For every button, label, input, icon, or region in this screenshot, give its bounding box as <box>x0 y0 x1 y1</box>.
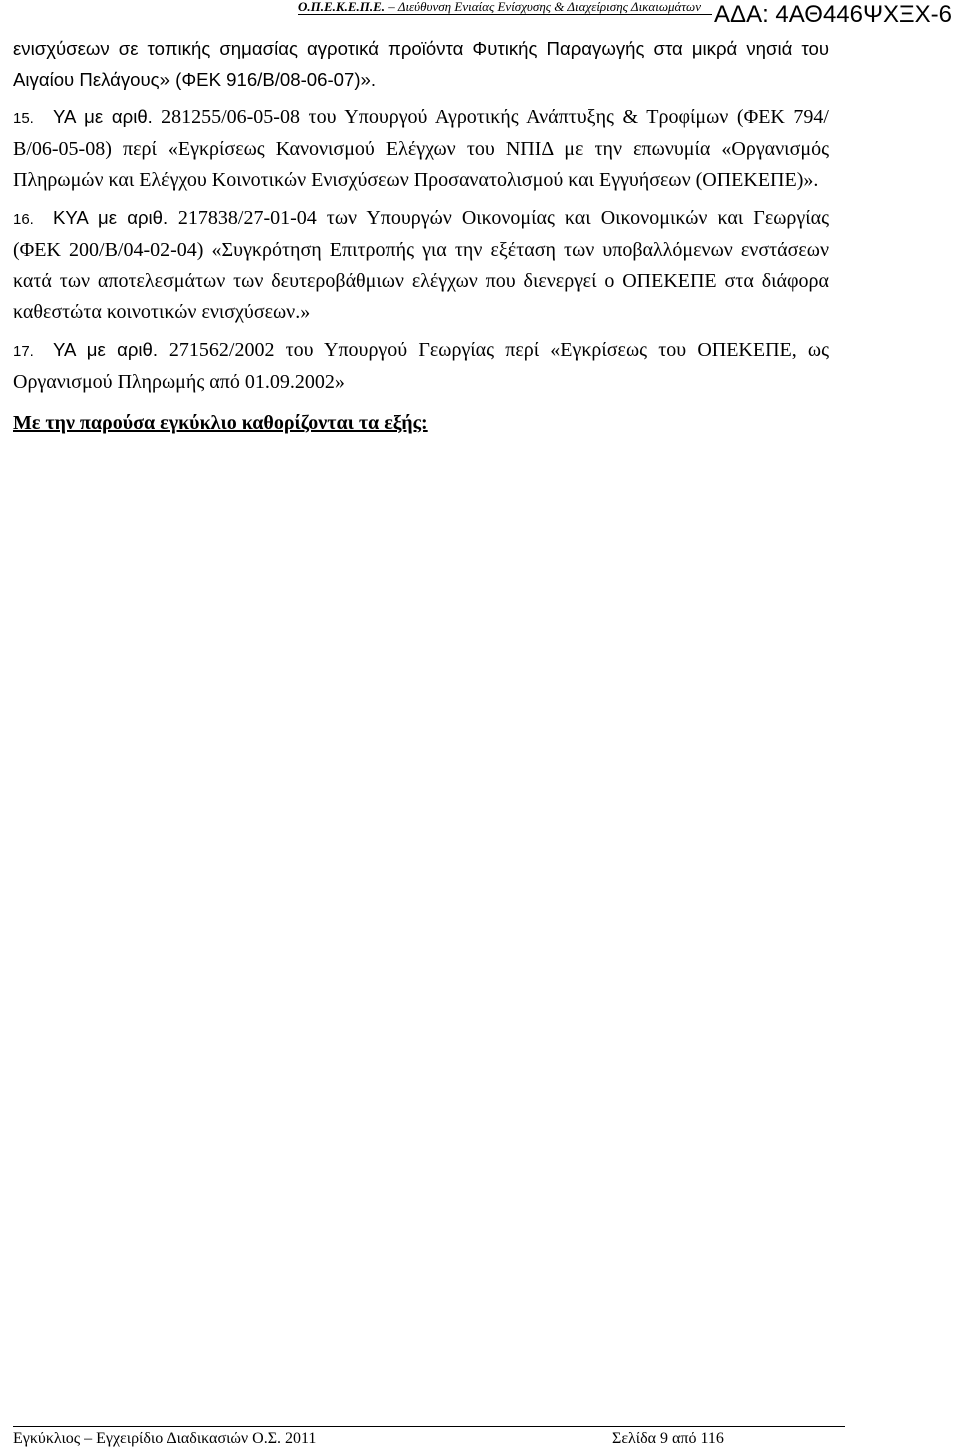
item-text: 217838/27-01-04 των Υπουργών Οικονομίας και Οικονομικών και Γεωργίας (ΦΕΚ 200/Β/04-02-04) «Συγκρότηση Επιτροπής για την εξέταση των υποβαλλόμενων ενστάσεων κατά των αποτελεσμάτων των δευτεροβάθμιων ελέγχων που διενεργεί ο ΟΠΕΚΕΠΕ στα διάφορα καθεστώτα κοινοτικών ενισχύσεων.» <box>13 207 829 323</box>
header-org-name: Ο.Π.Ε.Κ.Ε.Π.Ε. <box>298 0 386 14</box>
document-body <box>13 33 829 439</box>
section-heading: Με την παρούσα εγκύκλιο καθορίζονται τα εξής: <box>13 412 428 434</box>
list-item-17 <box>13 334 829 398</box>
footer-document-title: Εγκύκλιος – Εγχειρίδιο Διαδικασιών Ο.Σ. 2011 <box>13 1430 317 1447</box>
item-lead: ΥΑ με αριθ. <box>53 339 159 360</box>
header-dash: – <box>385 0 398 14</box>
item-lead: ΥΑ με αριθ. <box>53 106 153 127</box>
header-directorate: Διεύθυνση Ενιαίας Ενίσχυσης & Διαχείρισης Δικαιωμάτων <box>397 0 701 14</box>
item-number: 16. <box>13 211 34 228</box>
item-number: 17. <box>13 343 34 360</box>
item-text: 271562/2002 του Υπουργού Γεωργίας περί «Εγκρίσεως του ΟΠΕΚΕΠΕ, ως Οργανισμού Πληρωμής από 01.09.2002» <box>13 339 830 393</box>
item-lead: ΚΥΑ με αριθ. <box>53 207 169 228</box>
list-item-15 <box>13 101 829 196</box>
continuation-paragraph: ενισχύσεων σε τοπικής σημασίας αγροτικά προϊόντα Φυτικής Παραγωγής στα μικρά νησιά του Αιγαίου Πελάγους» (ΦΕΚ 916/Β/08-06-07)». <box>13 38 829 90</box>
footer-page-number: Σελίδα 9 από 116 <box>612 1430 724 1447</box>
footer-divider <box>13 1426 845 1427</box>
header-divider <box>298 14 760 15</box>
item-number: 15. <box>13 110 34 127</box>
list-item-16 <box>13 202 829 328</box>
running-header <box>298 0 748 14</box>
ada-stamp: ΑΔΑ: 4ΑΘ446ΨΧΞΧ-6 <box>714 1 952 28</box>
item-text: 281255/06-05-08 του Υπουργού Αγροτικής Ανάπτυξης & Τροφίμων (ΦΕΚ 794/Β/06-05-08) περί «Εγκρίσεως Κανονισμού Ελέγχων του ΝΠΙΔ με την επωνυμία «Οργανισμός Πληρωμών και Ελέγχου Κοινοτικών Ενισχύσεων Προσανατολισμού και Εγγυήσεων (ΟΠΕΚΕΠΕ)». <box>13 106 829 191</box>
